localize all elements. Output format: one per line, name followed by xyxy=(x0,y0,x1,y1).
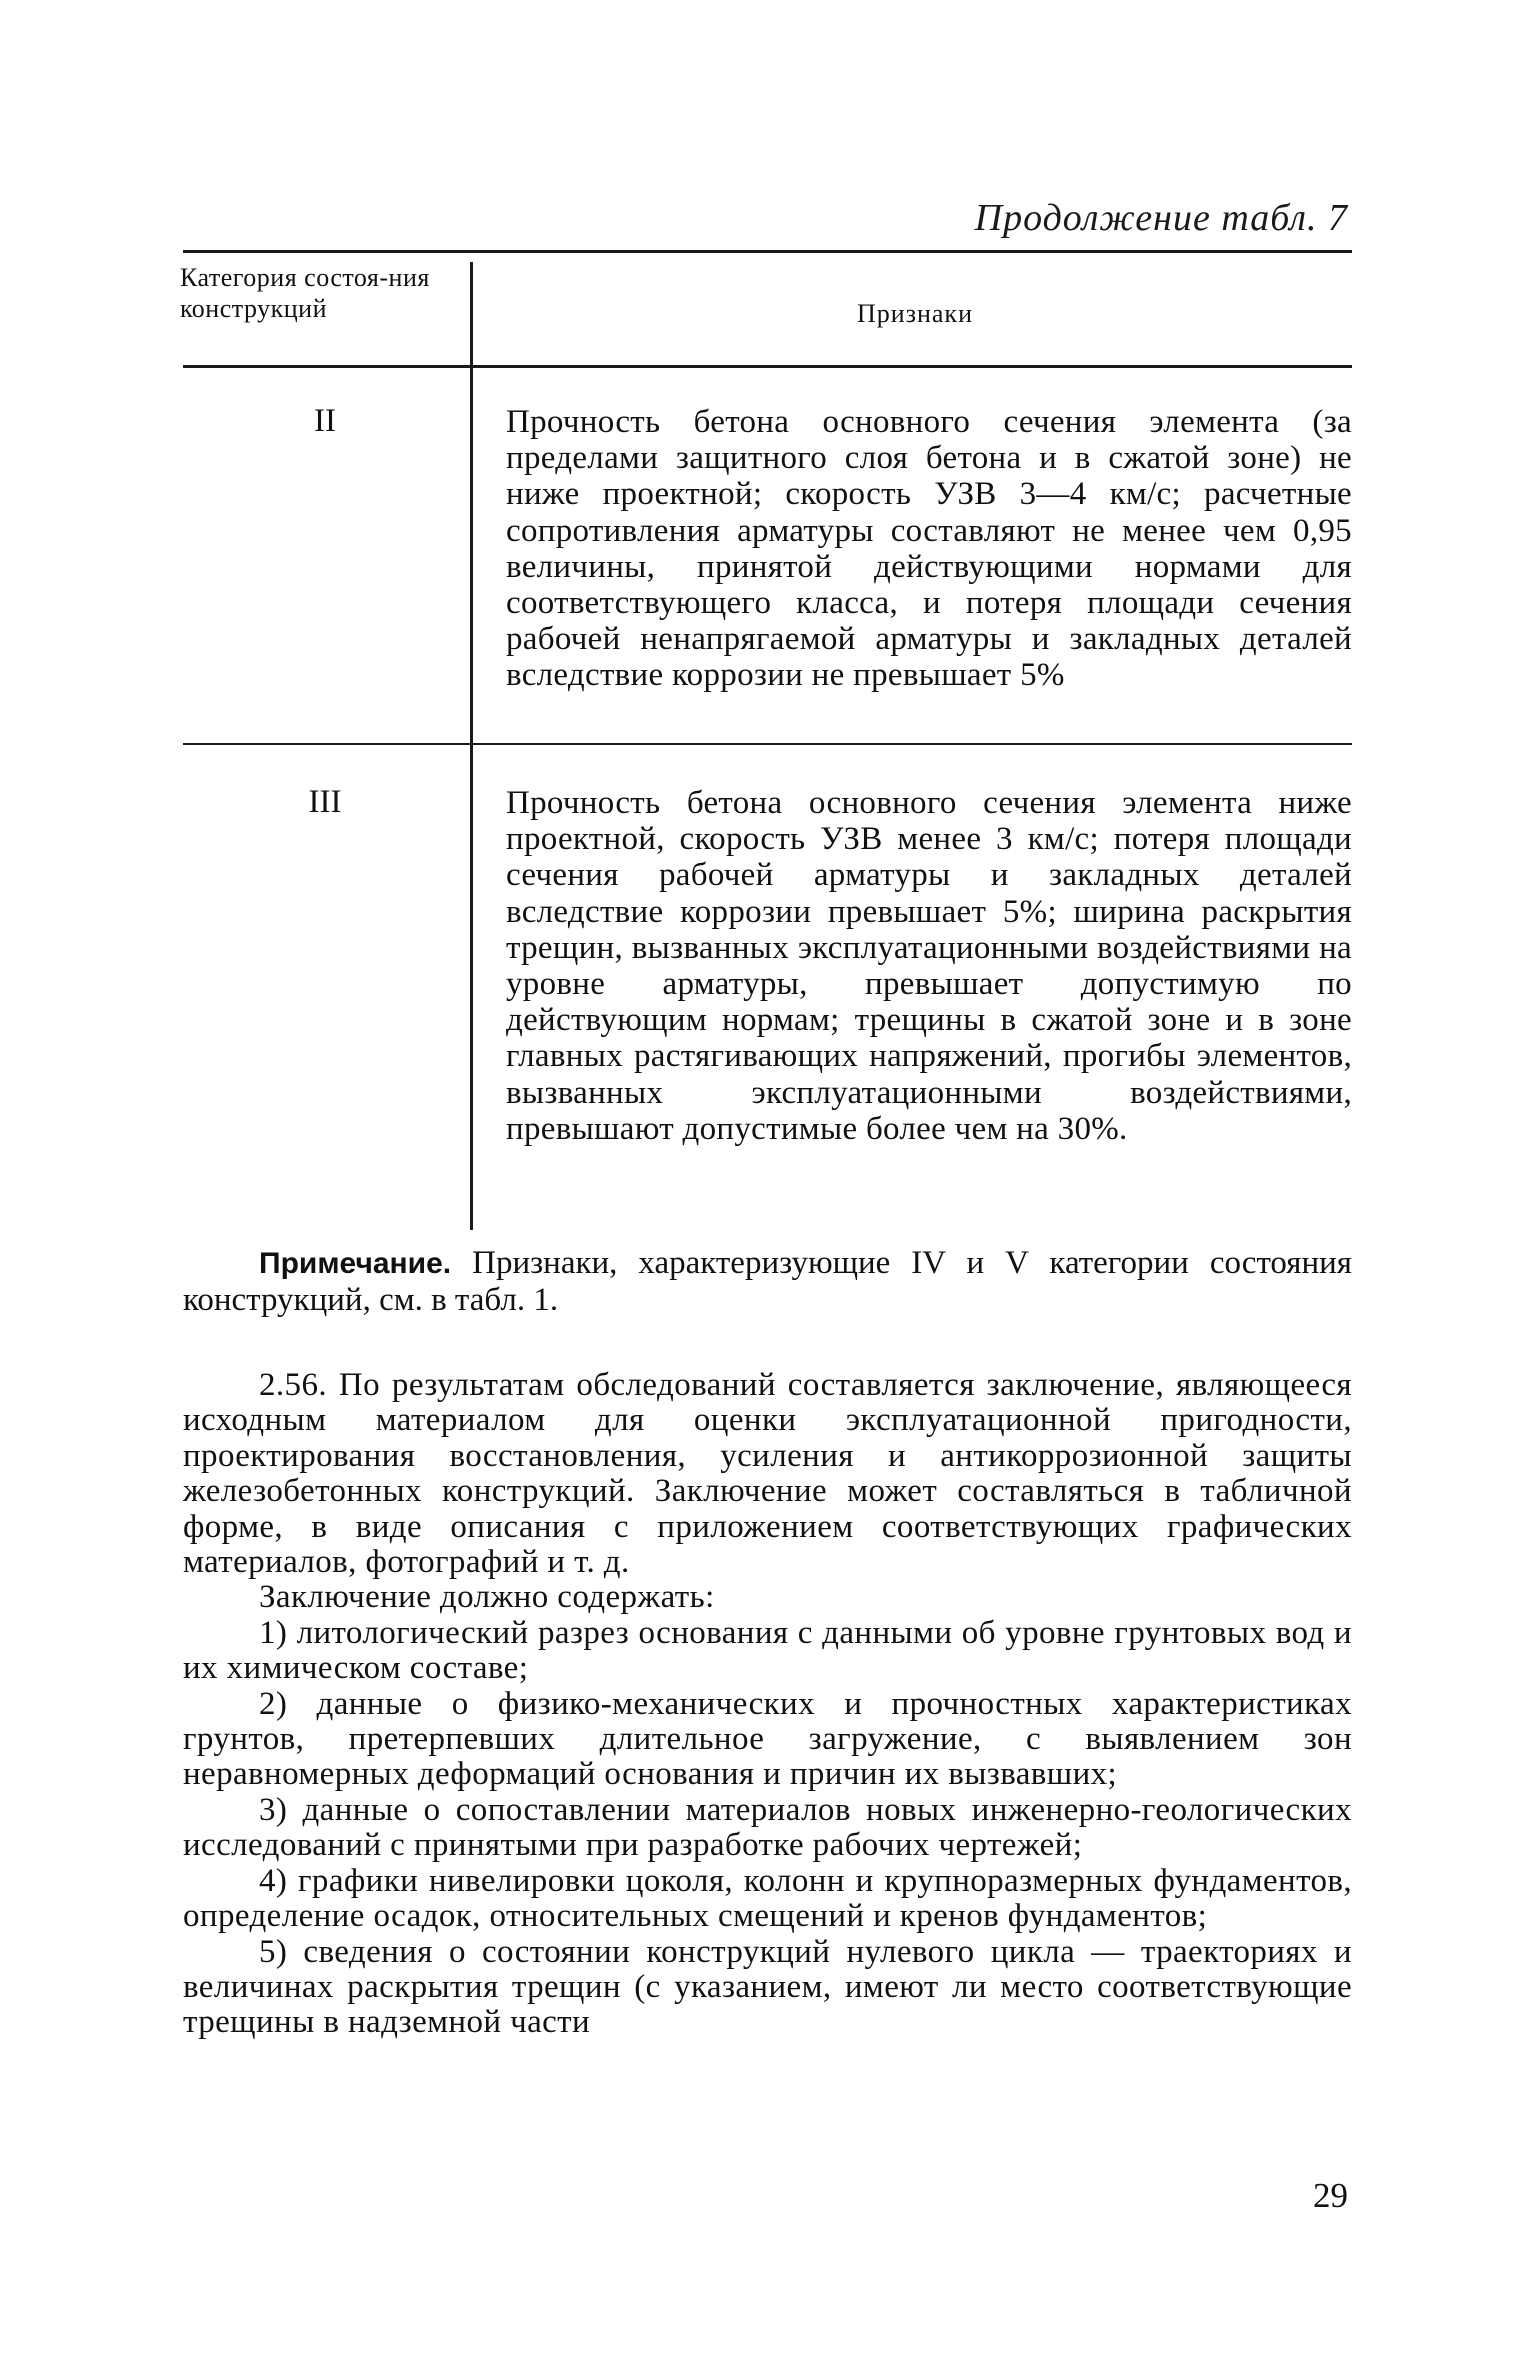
table-note xyxy=(183,1245,1352,1318)
list-item: 3) данные о сопоставлении материалов новых инженерно-геологических исследований с принятыми при разработке рабочих чертежей; xyxy=(183,1791,1352,1864)
table-header-signs: Признаки xyxy=(857,299,973,328)
table-row-signs: Прочность бетона основного сечения элемента (за пределами защитного слоя бетона и в сжатой зоне) не ниже проектной; скорость УЗВ 3—4 км/с; расчетные сопротивления арматуры составляют не менее чем 0,95 величины, принятой действующими нормами для соответствующего класса, и потеря площади сечения рабочей ненапрягаемой арматуры и закладных деталей вследствие коррозии не превышает 5% xyxy=(506,404,1352,694)
table-caption: Продолжение табл. 7 xyxy=(974,197,1348,239)
list-item: 5) сведения о состоянии конструкций нулевого цикла — траекториях и величинах раскрытия трещин (с указанием, имеют ли место соответствующие трещины в надземной части xyxy=(183,1933,1352,2041)
page-number: 29 xyxy=(1313,2176,1348,2215)
paragraph: 2.56. По результатам обследований составляется заключение, являющееся исходным материалом для оценки эксплуатационной пригодности, проектирования восстановления, усиления и антикоррозионной защиты железобетонных конструкций. Заключение может составляться в табличной форме, в виде описания с приложением соответствующих графических материалов, фотографий и т. д. xyxy=(183,1367,1352,1581)
table-header-category: Категория состоя-ния конструкций xyxy=(180,263,430,323)
list-item: 4) графики нивелировки цоколя, колонн и крупноразмерных фундаментов, определение осадок, относительных смещений и кренов фундаментов; xyxy=(183,1862,1352,1935)
table-row-signs: Прочность бетона основного сечения элемента ниже проектной, скорость УЗВ менее 3 км/с; потеря площади сечения рабочей арматуры и закладных деталей вследствие коррозии превышает 5%; ширина раскрытия трещин, вызванных эксплуатационными воздействиями на уровне арматуры, превышает допустимую по действующим нормам; трещины в сжатой зоне и в зоне главных растягивающих напряжений, прогибы элементов, вызванных эксплуатационными воздействиями, превышают допустимые более чем на 30%. xyxy=(506,785,1352,1147)
table-header-rule xyxy=(183,365,1352,368)
table-column-divider xyxy=(470,262,473,1230)
list-item: 2) данные о физико-механических и прочностных характеристиках грунтов, претерпевших длительное загружение, с выявлением зон неравномерных деформаций основания и причин их вызвавших; xyxy=(183,1685,1352,1793)
table-row-divider xyxy=(183,743,1352,745)
list-item: 1) литологический разрез основания с данными об уровне грунтовых вод и их химическом составе; xyxy=(183,1614,1352,1687)
table-row-category: II xyxy=(314,403,336,439)
paragraph: Заключение должно содержать: xyxy=(259,1579,715,1616)
table-top-rule xyxy=(183,250,1352,253)
table-row-category: III xyxy=(308,784,342,820)
note-label: Примечание. xyxy=(259,1247,452,1280)
note-text: Признаки, характеризующие IV и V категории состояния конструкций, см. в табл. 1. xyxy=(183,1245,1352,1318)
body-text xyxy=(183,1368,1352,2041)
